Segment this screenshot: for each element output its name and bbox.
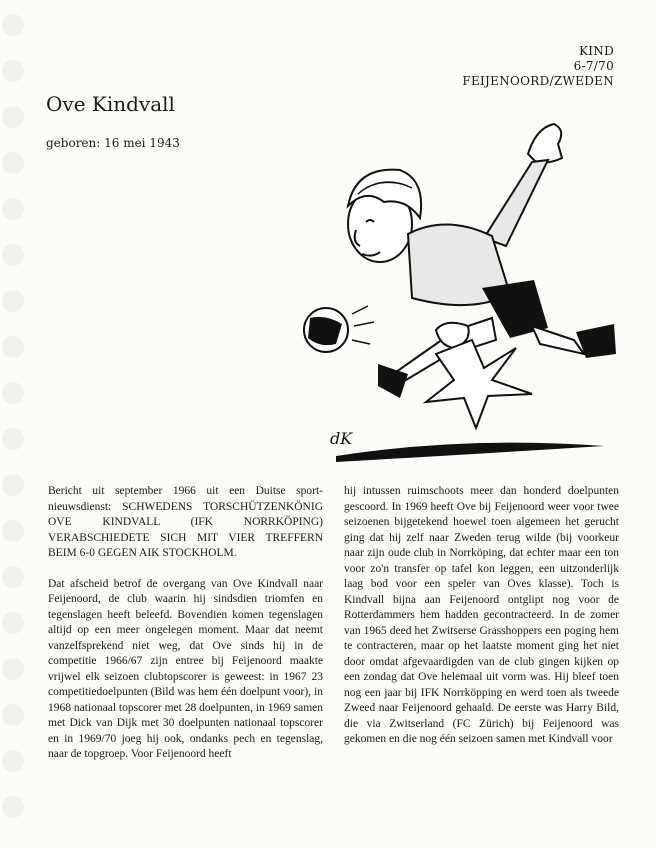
binder-hole [2,198,24,220]
artist-signature: dK [330,429,353,448]
binder-hole [2,152,24,174]
reference-code: KIND [578,44,614,58]
binder-hole [2,566,24,588]
binder-hole [2,106,24,128]
binder-hole [2,428,24,450]
binder-hole [2,750,24,772]
binder-hole [2,704,24,726]
binder-hole [2,60,24,82]
motion-lines [352,306,374,344]
raised-hand [528,124,562,163]
binder-hole [2,336,24,358]
article-paragraph: Dat afscheid betrof de overgang van Ove Kindvall naar Feijenoord, de club waarin hij sindsdien triomfen en tegenslagen heeft beleefd. Bovendien komen tegenslagen altijd op een meer ongelegen moment. Maar dat neemt vanzelfsprekend niet weg, dat Ove sinds hij in de competitie 1966/67 zijn entree bij Feijenoord maakte vrijwel elk seizoen clubtopscorer is geweest: in 1967 23 competitiedoelpunten (Bild was hem één doelpunt voor), in 1968 nationaal topscorer met 28 doelpunten, in 1969 samen met Dick van Dijk met 30 doelpunten nationaal topscorer en in 1969/70 joeg hij ook, ondanks pech en tegenslag, naar de topgroep. Voor Feijenoord heeft [48,577,323,760]
binder-hole [2,244,24,266]
back-leg [532,326,584,354]
ground-shadow [336,443,604,462]
birth-date: geboren: 16 mei 1943 [46,136,180,150]
binder-hole [2,382,24,404]
impact-star [426,340,532,428]
binder-hole [2,14,24,36]
reference-block [462,44,614,89]
article-column-right [344,484,619,763]
binder-hole [2,658,24,680]
footballer-cartoon-illustration [296,118,626,468]
reference-number: 6-7/70 [573,59,614,73]
binder-hole [2,796,24,818]
raised-arm [484,160,548,246]
binder-hole [2,290,24,312]
article-paragraph: hij intussen ruimschoots meer dan honderd doelpunten gescoord. In 1969 heeft Ove bij Feijenoord weer voor twee seizoenen bijgetekend hoewel toen algemeen het gerucht ging dat hij zelf naar Zweden terug wilde (bij voorkeur naar zijn oude club in Norrköping, dat echter maar een ton voor zo'n transfer op tafel kon leggen, een uitzonderlijk laag bod voor een speler van Oves klasse). Toch is Kindvall bijna aan Feijenoord ontglipt nog voor de Rotterdammers hem hadden gecontracteerd. In de zomer van 1965 deed het Zwitserse Grasshoppers een poging hem te contracteren, maar op het laatste moment ging het niet door omdat afgevaardigden van de club gingen kijken op een zondag dat Ove helemaal uit vorm was. Hij bleef toen nog een jaar bij IFK Norrköpping en werd toen als tweede Zweed naar Feijenoord gehaald. De eerste was Harry Bild, die via Zwitserland (FC Zürich) bij Feijenoord was gekomen en die nog één seizoen samen met Kindvall voor [344,485,619,745]
article-column-left [48,484,323,778]
binder-hole [2,520,24,542]
binder-hole [2,612,24,634]
reference-category: FEIJENOORD/ZWEDEN [462,74,614,88]
player-name-heading: Ove Kindvall [46,92,175,116]
binder-hole [2,474,24,496]
article-paragraph: Bericht uit september 1966 uit een Duitse sport-nieuwsdienst: SCHWEDENS TORSCHÜTZENKÖNIG OVE KINDVALL (IFK NORRKÖPING) VERABSCHIEDETE SICH MIT VIER TREFFERN BEIM 6-0 GEGEN AIK STOCKHOLM. [48,485,323,559]
binder-holes [0,0,30,848]
